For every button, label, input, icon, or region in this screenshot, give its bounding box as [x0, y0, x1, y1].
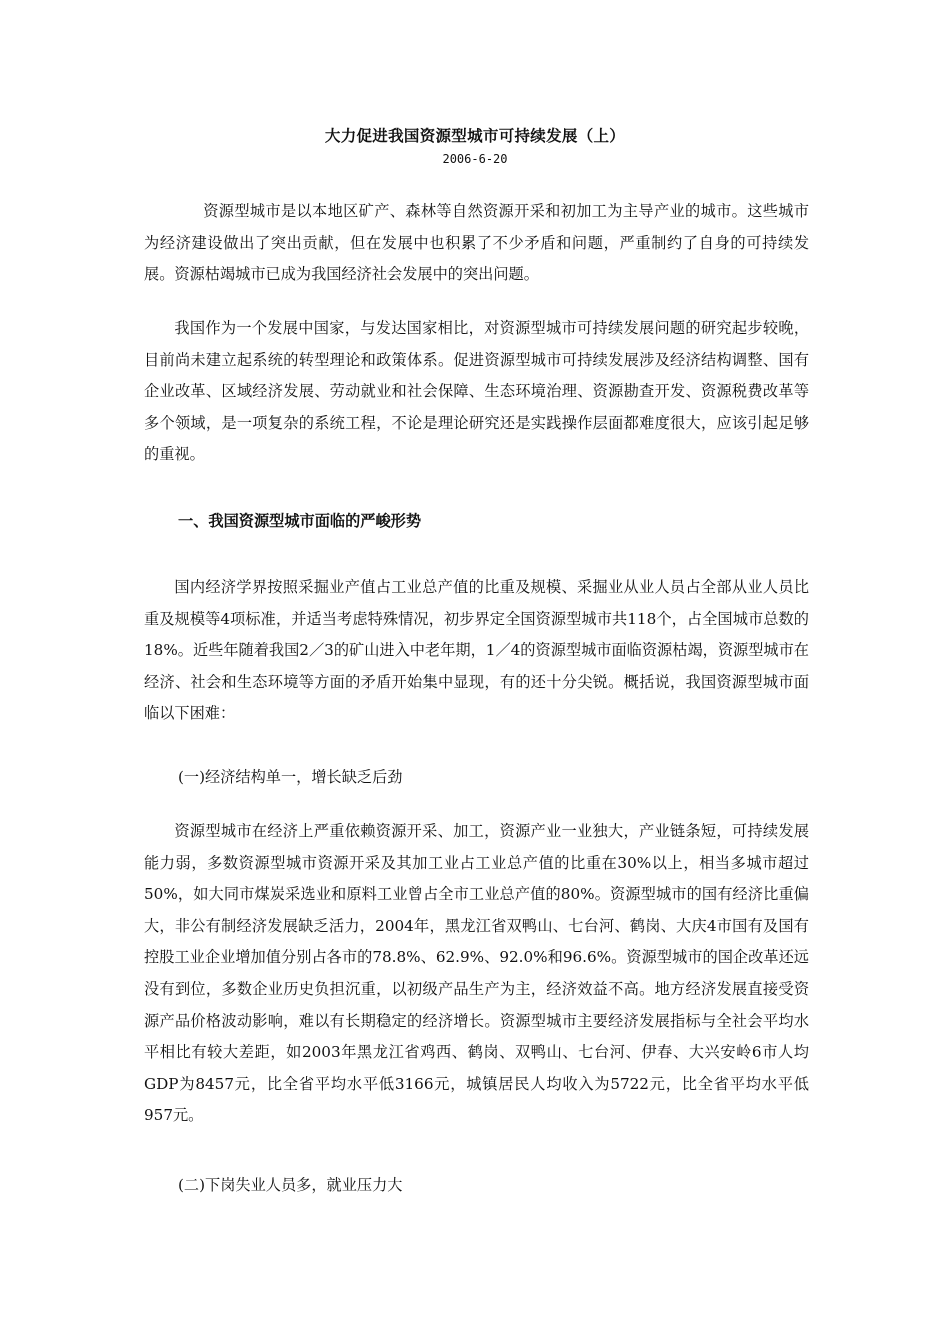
paragraph-intro: 资源型城市是以本地区矿产、森林等自然资源开采和初加工为主导产业的城市。这些城市为经济建设做出了突出贡献，但在发展中也积累了不少矛盾和问题，严重制约了自身的可持续发展。资源枯竭城市已成为我国经济社会发展中的突出问题。 — [144, 202, 809, 284]
document-title: 大力促进我国资源型城市可持续发展（上） — [324, 126, 626, 145]
paragraph-situation: 国内经济学界按照采掘业产值占工业总产值的比重及规模、采掘业从业人员占全部从业人员比重及规模等4项标准，并适当考虑特殊情况，初步界定全国资源型城市共118个，占全国城市总数的18%。近些年随着我国2／3的矿山进入中老年期，1／4的资源型城市面临资源枯竭，资源型城市在经济、社会和生态环境等方面的矛盾开始集中显现，有的还十分尖锐。概括说，我国资源型城市面临以下困难： — [144, 578, 809, 723]
section-heading: 一、我国资源型城市面临的严峻形势 — [178, 512, 421, 530]
subheading-economic-structure: (一)经济结构单一，增长缺乏后劲 — [178, 768, 403, 786]
subheading-unemployment: (二)下岗失业人员多，就业压力大 — [178, 1176, 403, 1194]
paragraph-background: 我国作为一个发展中国家，与发达国家相比，对资源型城市可持续发展问题的研究起步较晚，目前尚未建立起系统的转型理论和政策体系。促进资源型城市可持续发展涉及经济结构调整、国有企业改革、区域经济发展、劳动就业和社会保障、生态环境治理、资源勘查开发、资源税费改革等多个领域，是一项复杂的系统工程，不论是理论研究还是实践操作层面都难度很大，应该引起足够的重视。 — [144, 319, 809, 464]
paragraph-economic-structure: 资源型城市在经济上严重依赖资源开采、加工，资源产业一业独大，产业链条短，可持续发展能力弱，多数资源型城市资源开采及其加工业占工业总产值的比重在30%以上，相当多城市超过50%，如大同市煤炭采选业和原料工业曾占全市工业总产值的80%。资源型城市的国有经济比重偏大，非公有制经济发展缺乏活力，2004年，黑龙江省双鸭山、七台河、鹤岗、大庆4市国有及国有控股工业企业增加值分别占各市的78.8%、62.9%、92.0%和96.6%。资源型城市的国企改革还远没有到位，多数企业历史负担沉重，以初级产品生产为主，经济效益不高。地方经济发展直接受资源产品价格波动影响，难以有长期稳定的经济增长。资源型城市主要经济发展指标与全社会平均水平相比有较大差距，如2003年黑龙江省鸡西、鹤岗、双鸭山、七台河、伊春、大兴安岭6市人均GDP为8457元，比全省平均水平低3166元，城镇居民人均收入为5722元，比全省平均水平低957元。 — [144, 822, 809, 1125]
document-date: 2006-6-20 — [442, 152, 508, 166]
